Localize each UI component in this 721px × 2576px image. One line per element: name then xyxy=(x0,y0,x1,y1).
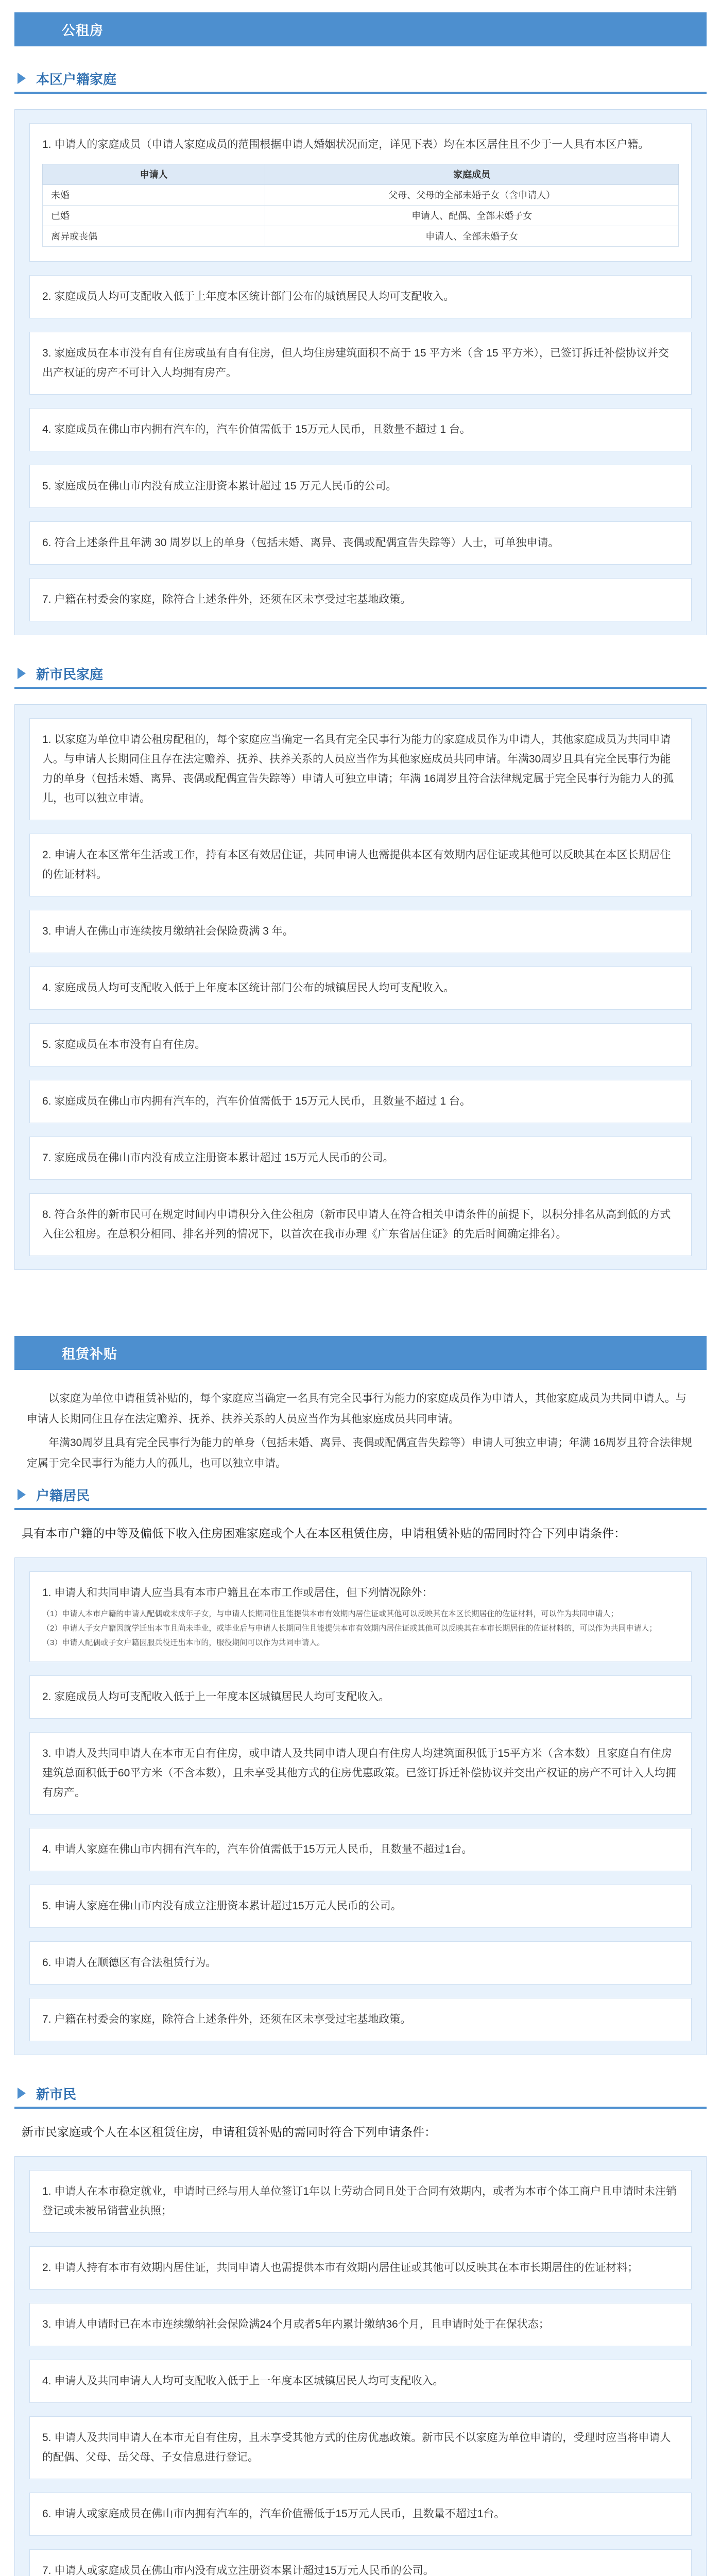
subheader-new-citizen-household xyxy=(14,660,707,689)
table-cell: 申请人、配偶、全部未婚子女 xyxy=(265,206,679,226)
condition-item: 4. 申请人家庭在佛山市内拥有汽车的，汽车价值需低于15万元人民币，且数量不超过1台。 xyxy=(29,1828,692,1871)
condition-item: 1. 申请人在本市稳定就业，申请时已经与用人单位签订1年以上劳动合同且处于合同有效期内，或者为本市个体工商户且申请时未注销登记或未被吊销营业执照； xyxy=(29,2170,692,2233)
note-text: （1）申请人本市户籍的申请人配偶或未成年子女，与申请人长期同住且能提供本市有效期内居住证或其他可以反映其在本区长期居住的佐证材料，可以作为共同申请人； xyxy=(42,1609,619,1618)
section-banner-rental-subsidy xyxy=(14,1336,707,1370)
subheader-title: 新市民 xyxy=(36,2086,77,2102)
section-banner-public-housing xyxy=(14,12,707,46)
condition-item: 1. 以家庭为单位申请公租房配租的，每个家庭应当确定一名具有完全民事行为能力的家庭成员作为申请人，其他家庭成员为共同申请人。与申请人长期同住且存在法定赡养、抚养、扶养关系的人员应当作为其他家庭成员共同申请。年满30周岁且具有完全民事行为能力的单身（包括未婚、离异、丧偶或配偶宣告失踪等）申请人可独立申请；年满 16周岁且符合法律规定属于完全民事行为能力人的孤儿，也可以独立申请。 xyxy=(29,718,692,820)
table-cell: 离异或丧偶 xyxy=(43,226,265,247)
condition-item: 3. 申请人申请时已在本市连续缴纳社会保险满24个月或者5年内累计缴纳36个月，且申请时处于在保状态； xyxy=(29,2303,692,2346)
condition-item: 4. 申请人及共同申请人人均可支配收入低于上一年度本区城镇居民人均可支配收入。 xyxy=(29,2360,692,2403)
triangle-bullet-icon xyxy=(18,73,26,84)
condition-item: 6. 申请人或家庭成员在佛山市内拥有汽车的，汽车价值需低于15万元人民币，且数量不超过1台。 xyxy=(29,2493,692,2536)
condition-item: 8. 符合条件的新市民可在规定时间内申请积分入住公租房（新市民申请人在符合相关申请条件的前提下，以积分排名从高到低的方式入住公租房。在总积分相同、排名并列的情况下，以首次在我市办理《广东省居住证》的先后时间确定排名）。 xyxy=(29,1193,692,1256)
condition-item: 3. 申请人及共同申请人在本市无自有住房，或申请人及共同申请人现自有住房人均建筑面积低于15平方米（含本数）且家庭自有住房建筑总面积低于60平方米（不含本数），且未享受其他方式的住房优惠政策。已签订拆迁补偿协议并交出产权证的房产不可计入人均拥有房产。 xyxy=(29,1732,692,1815)
table-row xyxy=(43,206,679,226)
subheader-new-citizens xyxy=(14,2080,707,2109)
conditions-box-local-residents xyxy=(14,1557,707,2055)
condition-item: 2. 家庭成员人均可支配收入低于上一年度本区城镇居民人均可支配收入。 xyxy=(29,1675,692,1719)
condition-item: 2. 申请人持有本市有效期内居住证，共同申请人也需提供本市有效期内居住证或其他可以反映其在本市长期居住的佐证材料； xyxy=(29,2246,692,2290)
table-cell: 已婚 xyxy=(43,206,265,226)
subheader-title: 本区户籍家庭 xyxy=(36,71,117,87)
condition-item: 4. 家庭成员人均可支配收入低于上年度本区统计部门公布的城镇居民人均可支配收入。 xyxy=(29,967,692,1010)
conditions-box-local-household xyxy=(14,109,707,635)
condition-item: 6. 符合上述条件且年满 30 周岁以上的单身（包括未婚、离异、丧偶或配偶宣告失踪等）人士，可单独申请。 xyxy=(29,521,692,565)
section-title: 租赁补贴 xyxy=(62,1346,118,1362)
condition-item: 5. 申请人及共同申请人在本市无自有住房，且未享受其他方式的住房优惠政策。新市民不以家庭为单位申请的，受理时应当将申请人的配偶、父母、岳父母、子女信息进行登记。 xyxy=(29,2416,692,2479)
note-list xyxy=(42,1607,679,1650)
condition-text: 1. 申请人和共同申请人应当具有本市户籍且在本市工作或居住，但下列情况除外： xyxy=(42,1587,433,1599)
section-title: 公租房 xyxy=(62,22,104,38)
conditions-box-new-citizens xyxy=(14,2156,707,2576)
condition-item: 6. 家庭成员在佛山市内拥有汽车的，汽车价值需低于 15万元人民币，且数量不超过 1 台。 xyxy=(29,1080,692,1123)
intro-paragraph: 以家庭为单位申请租赁补贴的，每个家庭应当确定一名具有完全民事行为能力的家庭成员作为申请人，其他家庭成员为共同申请人。与申请人长期同住且存在法定赡养、抚养、扶养关系的人员应当作为其他家庭成员共同申请。 xyxy=(27,1393,686,1425)
subheader-title: 户籍居民 xyxy=(36,1487,90,1503)
condition-text: 1. 申请人的家庭成员（申请人家庭成员的范围根据申请人婚姻状况而定，详见下表）均在本区居住且不少于一人具有本区户籍。 xyxy=(42,139,649,150)
note-text: （3）申请人配偶或子女户籍因服兵役迁出本市的，服役期间可以作为共同申请人。 xyxy=(42,1638,325,1647)
condition-item xyxy=(29,1571,692,1662)
family-member-table xyxy=(42,164,679,247)
triangle-bullet-icon xyxy=(18,2088,26,2099)
section-lead: 具有本市户籍的中等及偏低下收入住房困难家庭或个人在本区租赁住房，申请租赁补贴的需同时符合下列申请条件： xyxy=(22,1527,626,1540)
condition-item: 2. 家庭成员人均可支配收入低于上年度本区统计部门公布的城镇居民人均可支配收入。 xyxy=(29,275,692,318)
subheader-local-residents xyxy=(14,1481,707,1510)
condition-item xyxy=(29,123,692,262)
condition-item: 5. 家庭成员在佛山市内没有成立注册资本累计超过 15 万元人民币的公司。 xyxy=(29,465,692,508)
note-text: （2）申请人子女户籍因就学迁出本市且尚未毕业，或毕业后与申请人长期同住且能提供本市有效期内居住证或其他可以反映其在本市长期居住的佐证材料的，可以作为共同申请人； xyxy=(42,1624,657,1633)
triangle-bullet-icon xyxy=(18,1489,26,1500)
condition-item: 5. 申请人家庭在佛山市内没有成立注册资本累计超过15万元人民币的公司。 xyxy=(29,1885,692,1928)
condition-item: 2. 申请人在本区常年生活或工作，持有本区有效居住证，共同申请人也需提供本区有效期内居住证或其他可以反映其在本区长期居住的佐证材料。 xyxy=(29,834,692,896)
subheader-title: 新市民家庭 xyxy=(36,666,104,682)
intro-paragraph: 年满30周岁且具有完全民事行为能力的单身（包括未婚、离异、丧偶或配偶宣告失踪等）申请人可独立申请；年满 16周岁且符合法律规定属于完全民事行为能力人的孤儿，也可以独立申请。 xyxy=(27,1437,692,1469)
table-cell: 申请人、全部未婚子女 xyxy=(265,226,679,247)
section-lead: 新市民家庭或个人在本区租赁住房，申请租赁补贴的需同时符合下列申请条件： xyxy=(22,2125,436,2139)
condition-item: 6. 申请人在顺德区有合法租赁行为。 xyxy=(29,1941,692,1985)
condition-item: 7. 申请人或家庭成员在佛山市内没有成立注册资本累计超过15万元人民币的公司。 xyxy=(29,2549,692,2576)
table-cell: 未婚 xyxy=(43,185,265,206)
triangle-bullet-icon xyxy=(18,668,26,679)
condition-item: 5. 家庭成员在本市没有自有住房。 xyxy=(29,1023,692,1066)
table-row xyxy=(43,226,679,247)
table-header: 申请人 xyxy=(43,164,265,185)
condition-item: 7. 家庭成员在佛山市内没有成立注册资本累计超过 15万元人民币的公司。 xyxy=(29,1137,692,1180)
table-row xyxy=(43,185,679,206)
table-cell: 父母、父母的全部未婚子女（含申请人） xyxy=(265,185,679,206)
subheader-local-household xyxy=(14,65,707,94)
condition-item: 7. 户籍在村委会的家庭，除符合上述条件外，还须在区未享受过宅基地政策。 xyxy=(29,1998,692,2041)
condition-item: 7. 户籍在村委会的家庭，除符合上述条件外，还须在区未享受过宅基地政策。 xyxy=(29,578,692,621)
condition-item: 3. 家庭成员在本市没有自有住房或虽有自有住房，但人均住房建筑面积不高于 15 平方米（含 15 平方米），已签订拆迁补偿协议并交出产权证的房产不可计入人均拥有房产。 xyxy=(29,332,692,395)
conditions-box-new-citizen xyxy=(14,704,707,1270)
condition-item: 4. 家庭成员在佛山市内拥有汽车的，汽车价值需低于 15万元人民币，且数量不超过 1 台。 xyxy=(29,408,692,451)
condition-item: 3. 申请人在佛山市连续按月缴纳社会保险费满 3 年。 xyxy=(29,910,692,953)
table-header: 家庭成员 xyxy=(265,164,679,185)
